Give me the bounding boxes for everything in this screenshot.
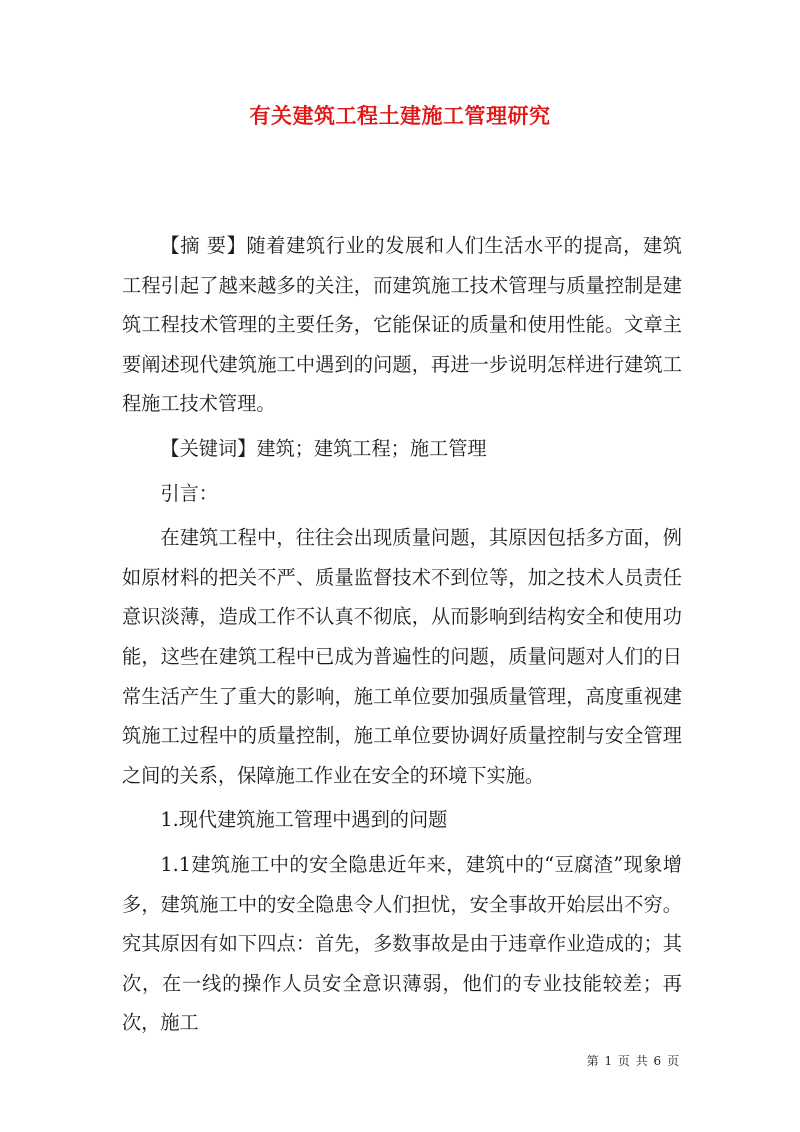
intro-heading: 引言： [160, 481, 218, 505]
page-number-footer: 第 1 页 共 6 页 [586, 1054, 680, 1068]
document-body [122, 226, 682, 1048]
section-heading-1: 1.现代建筑施工管理中遇到的问题 [160, 808, 448, 832]
abstract-paragraph: 【摘 要】随着建筑行业的发展和人们生活水平的提高，建筑工程引起了越来越多的关注，而建筑施工技术管理与质量控制是建筑工程技术管理的主要任务，它能保证的质量和使用性能。文章主要阐述现代建筑施工中遇到的问题，再进一步说明怎样进行建筑工程施工技术管理。 [122, 234, 682, 416]
section-paragraph-1-1: 1.1建筑施工中的安全隐患近年来，建筑中的“豆腐渣”现象增多，建筑施工中的安全隐患令人们担忧，安全事故开始层出不穷。究其原因有如下四点：首先，多数事故是由于违章作业造成的；其次，在一线的操作人员安全意识薄弱，他们的专业技能较差；再次，施工 [122, 852, 682, 1035]
document-title: 有关建筑工程土建施工管理研究 [249, 103, 551, 128]
intro-paragraph: 在建筑工程中，往往会出现质量问题，其原因包括多方面，例如原材料的把关不严、质量监督技术不到位等，加之技术人员责任意识淡薄，造成工作不认真不彻底，从而影响到结构安全和使用功能，这些在建筑工程中已成为普遍性的问题，质量问题对人们的日常生活产生了重大的影响，施工单位要加强质量管理，高度重视建筑施工过程中的质量控制，施工单位要协调好质量控制与安全管理之间的关系，保障施工作业在安全的环境下实施。 [122, 526, 682, 787]
keywords-paragraph: 【关键词】建筑；建筑工程；施工管理 [160, 436, 487, 460]
